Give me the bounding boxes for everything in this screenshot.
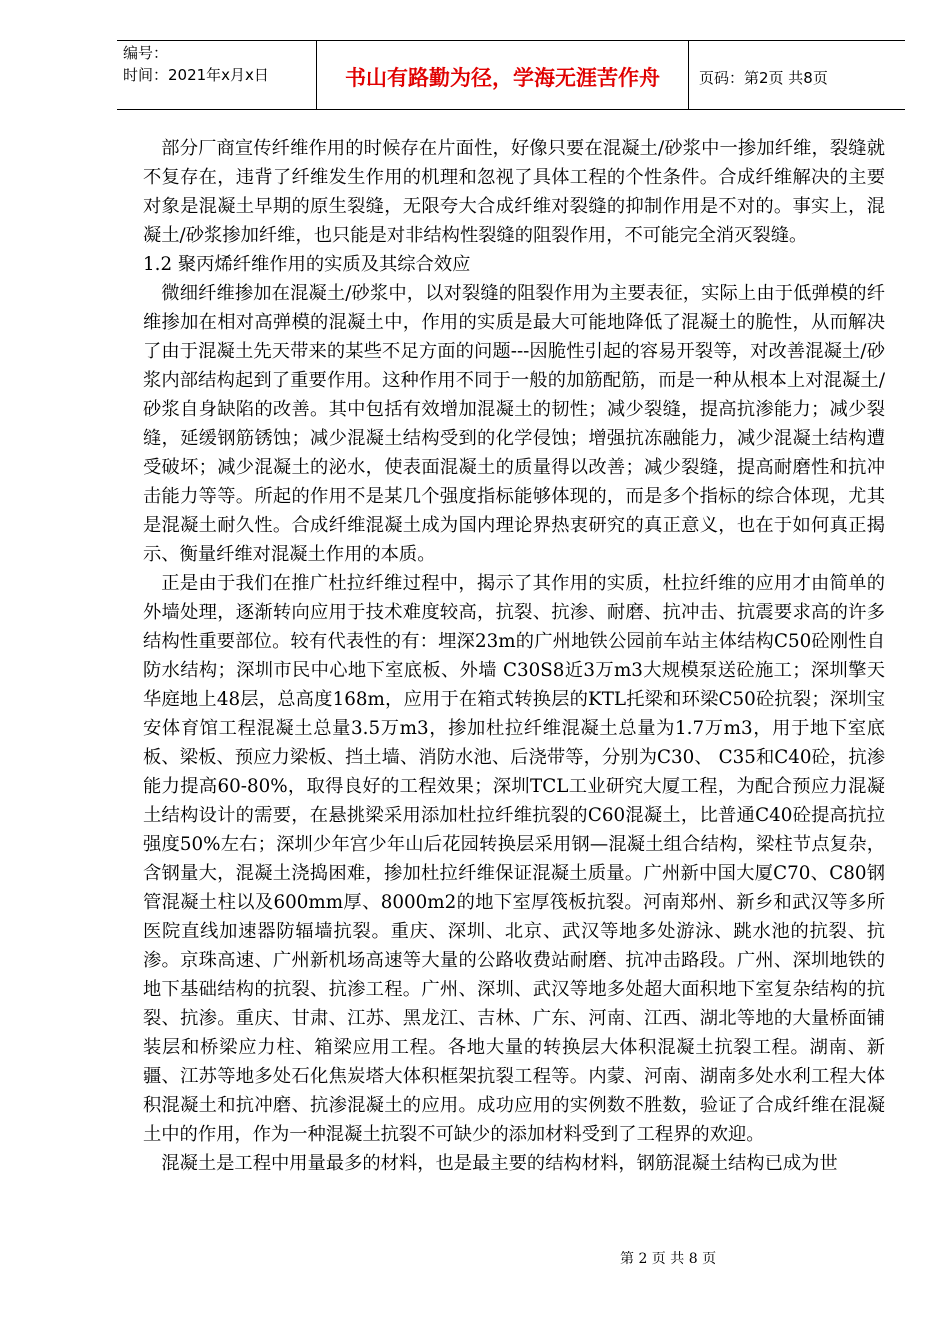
paragraph-1: 部分厂商宣传纤维作用的时候存在片面性，好像只要在混凝土/砂浆中一掺加纤维，裂缝就不复存在，违背了纤维发生作用的机理和忽视了具体工程的个性条件。合成纤维解决的主要对象是混凝土早期的原生裂缝，无限夸大合成纤维对裂缝的抑制作用是不对的。事实上，混凝土/砂浆掺加纤维，也只能是对非结构性裂缝的阻裂作用，不可能完全消灭裂缝。 bbox=[143, 138, 885, 246]
header-motto: 书山有路勤为径，学海无涯苦作舟 bbox=[317, 41, 689, 109]
document-number-label: 编号： bbox=[123, 44, 169, 62]
page-header bbox=[117, 40, 905, 110]
paragraph-4: 混凝土是工程中用量最多的材料，也是最主要的结构材料，钢筋混凝土结构已成为世 bbox=[161, 1153, 838, 1174]
header-page-info: 页码：第2页 共8页 bbox=[699, 68, 828, 87]
document-time-label: 时间：2021年x月x日 bbox=[123, 66, 269, 84]
header-meta bbox=[117, 41, 317, 109]
section-heading: 1.2 聚丙烯纤维作用的实质及其综合效应 bbox=[143, 254, 471, 275]
paragraph-2: 微细纤维掺加在混凝土/砂浆中，以对裂缝的阻裂作用为主要表征，实际上由于低弹模的纤维掺加在相对高弹模的混凝土中，作用的实质是最大可能地降低了混凝土的脆性，从而解决了由于混凝土先天带来的某些不足方面的问题---因脆性引起的容易开裂等，对改善混凝土/砂浆内部结构起到了重要作用。这种作用不同于一般的加筋配筋，而是一种从根本上对混凝土/砂浆自身缺陷的改善。其中包括有效增加混凝土的韧性；减少裂缝，提高抗渗能力；减少裂缝，延缓钢筋锈蚀；减少混凝土结构受到的化学侵蚀；增强抗冻融能力，减少混凝土结构遭受破坏；减少混凝土的泌水，使表面混凝土的质量得以改善；减少裂缝，提高耐磨性和抗冲击能力等等。所起的作用不是某几个强度指标能够体现的，而是多个指标的综合体现，尤其是混凝土耐久性。合成纤维混凝土成为国内理论界热衷研究的真正意义，也在于如何真正揭示、衡量纤维对混凝土作用的本质。 bbox=[143, 283, 885, 565]
document-body bbox=[143, 134, 885, 1178]
page-footer: 第 2 页 共 8 页 bbox=[620, 1251, 717, 1267]
paragraph-3: 正是由于我们在推广杜拉纤维过程中，揭示了其作用的实质，杜拉纤维的应用才由简单的外墙处理，逐渐转向应用于技术难度较高，抗裂、抗渗、耐磨、抗冲击、抗震要求高的许多结构性重要部位。较有代表性的有：埋深23m的广州地铁公园前车站主体结构C50砼刚性自防水结构；深圳市民中心地下室底板、外墙 C30S8近3万m3大规模泵送砼施工；深圳擎天华庭地上48层，总高度168m，应用于在箱式转换层的KTL托梁和环梁C50砼抗裂；深圳宝安体育馆工程混凝土总量3.5万m3，掺加杜拉纤维混凝土总量为1.7万m3，用于地下室底板、梁板、预应力梁板、挡土墙、消防水池、后浇带等，分别为C30、 C35和C40砼，抗渗能力提高60-80%，取得良好的工程效果；深圳TCL工业研究大厦工程，为配合预应力混凝土结构设计的需要，在悬挑梁采用添加杜拉纤维抗裂的C60混凝土，比普通C40砼提高抗拉强度50%左右；深圳少年宫少年山后花园转换层采用钢—混凝土组合结构，梁柱节点复杂，含钢量大，混凝土浇捣困难，掺加杜拉纤维保证混凝土质量。广州新中国大厦C70、C80钢管混凝土柱以及600mm厚、8000m2的地下室厚筏板抗裂。河南郑州、新乡和武汉等多所医院直线加速器防辐墙抗裂。重庆、深圳、北京、武汉等地多处游泳、跳水池的抗裂、抗渗。京珠高速、广州新机场高速等大量的公路收费站耐磨、抗冲击路段。广州、深圳地铁的地下基础结构的抗裂、抗渗工程。广州、深圳、武汉等地多处超大面积地下室复杂结构的抗裂、抗渗。重庆、甘肃、江苏、黑龙江、吉林、广东、河南、江西、湖北等地的大量桥面铺装层和桥梁应力柱、箱梁应用工程。各地大量的转换层大体积混凝土抗裂工程。湖南、新疆、江苏等地多处石化焦炭塔大体积框架抗裂工程等。内蒙、河南、湖南多处水利工程大体积混凝土和抗冲磨、抗渗混凝土的应用。成功应用的实例数不胜数，验证了合成纤维在混凝土中的作用，作为一种混凝土抗裂不可缺少的添加材料受到了工程界的欢迎。 bbox=[143, 573, 885, 1145]
